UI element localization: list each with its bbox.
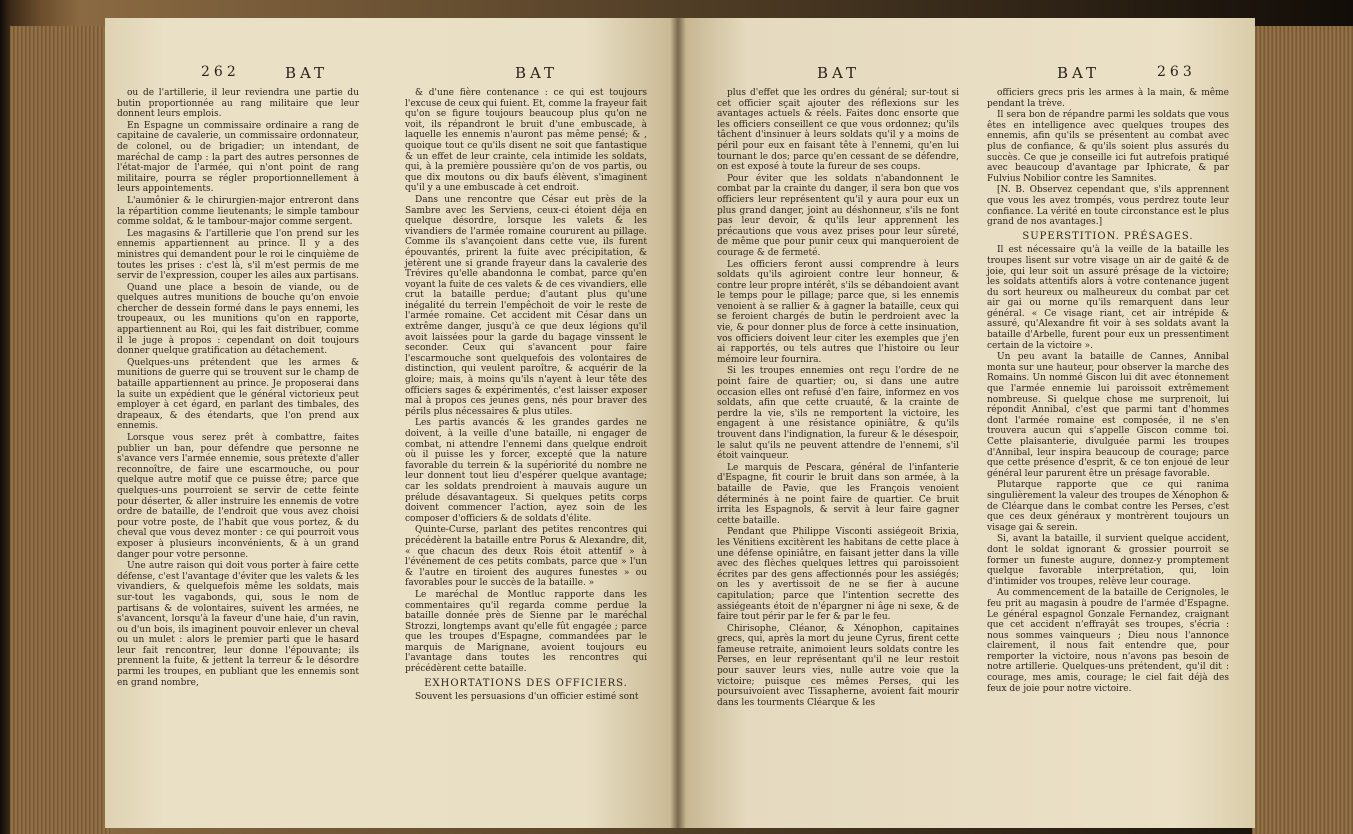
- running-head-left-outer: BAT: [285, 64, 329, 82]
- paragraph: Dans une rencontre que César eut près de la Sambre avec les Serviens, ceux-ci étoient déja en quelque désordre, lorsque les valets & les vivandiers de l'armée romaine coururent au pillage. Comme ils s'avançoient dans cette vue, ils furent épouvantés, prirent la fuite avec précipitation, & jetèrent une si grande frayeur dans la cavalerie des Trévires qu'elle abandonna le combat, parce qu'en voyant la fuite de ces valets & de ces vivandiers, elle crut la bataille perdue; d'autant plus qu'une inégalité du terrein l'empêchoit de voir le reste de l'armée romaine. Cet accident mit César dans un extrême danger, jusqu'à ce que deux légions qu'il avoit laissées pour la garde du bagage vinssent le seconder. Ceux qui s'avancent pour faire l'escarmouche sont quelquefois des volontaires de distinction, qui veulent paroître, & acquérir de la gloire; mais, à moins qu'ils n'ayent à leur tête des officiers sages & expérimentés, c'est laisser exposer mal à propos ces jeunes gens, nés pour braver des périls plus nécessaires & plus utiles.: [405, 194, 647, 417]
- right-page: [677, 18, 1255, 828]
- paragraph: & d'une fière contenance : ce qui est toujours l'excuse de ceux qui fuient. Et, comme la frayeur fait qu'on se figure toujours beaucoup plus qu'on ne voit, ils répandront le bruit d'une embuscade, à laquelle les ennemis n'auront pas même pensé; & , quoique tout ce qu'ils disent ne soit que fantastique & un effet de leur crainte, cela intimide les soldats, qui, à la première poussière qu'on de vos partis, ou que dix moutons ou dix baufs élèvent, s'imaginent qu'il y a une embuscade à cet endroit.: [405, 88, 647, 194]
- book-edge-right: [1252, 26, 1353, 834]
- paragraph: ou de l'artillerie, il leur reviendra une partie du butin proportionnée au rang militaire que leur donnent leurs emplois.: [117, 88, 359, 120]
- book-gutter: [670, 18, 686, 828]
- paragraph: Plutarque rapporte que ce qui ranima singulièrement la valeur des troupes de Xénophon & de Cléarque dans le combat contre les Perses, c'est que ces deux généraux y montrèrent toujours un visage gai & serein.: [987, 480, 1229, 533]
- paragraph: Une autre raison qui doit vous porter à faire cette défense, c'est l'avantage d'éviter que les valets & les vivandiers, & quelquefois même les soldats, mais sur-tout les vagabonds, qui, sous le nom de partisans & de volontaires, suivent les armées, ne s'avancent, lorsqu'à la faveur d'une haie, d'un ravin, ou d'un bois, ils imaginent pouvoir enlever un cheval ou un mulet : alors le premier parti que le hasard leur fait rencontrer, leur donne l'épouvante; ils prennent la fuite, & jettent la terreur & le désordre parmi les troupes, en publiant que les ennemis sont en grand nombre,: [117, 561, 359, 688]
- paragraph: L'aumônier & le chirurgien-major entreront dans la répartition comme lieutenants; le simple tambour comme soldat, & le tambour-major comme sergent.: [117, 195, 359, 228]
- right-page-column-1: [717, 88, 959, 709]
- paragraph: plus d'effet que les ordres du général; sur-tout si cet officier sçait ajouter des réflexions sur les avantages actuels & réels. Faites donc ensorte que les officiers conseillent ce que vous ordonnez; qu'ils tâchent d'insinuer à leurs soldats qu'il y a moins de péril pour eux en faisant tête à l'ennemi, qu'en lui tournant le dos; parce qu'en cessant de se défendre, on est exposé à toute la fureur de ses coups.: [717, 88, 959, 173]
- paragraph: Le maréchal de Montluc rapporte dans les commentaires qu'il regarda comme perdue la bataille donnée près de Sienne par le maréchal Strozzi, longtemps avant qu'elle fût engagée ; parce que les troupes d'Espagne, commandées par le marquis de Marignane, avoient toujours eu l'avantage dans toutes les rencontres qui précédèrent cette bataille.: [405, 589, 647, 675]
- paragraph: Il est nécessaire qu'à la veille de la bataille les troupes lisent sur votre visage un air de gaité & de joie, qui leur soit un assuré présage de la victoire; les soldats attentifs alors à votre contenance jugent du sort heureux ou malheureux du combat par cet air gai ou morne qu'ils remarquent dans leur général. « Ce visage riant, cet air intrépide & assuré, qu'Alexandre fit voir à ses soldats avant la bataille d'Arbelle, furent pour eux un pressentiment certain de la victoire ».: [987, 245, 1229, 351]
- left-page-column-2: [405, 88, 647, 704]
- paragraph: Au commencement de la bataille de Cerignoles, le feu prit au magasin à poudre de l'armée d'Espagne. Le général espagnol Gonzale Fernandez, craignant que cet accident n'effrayât ses troupes, s'écria : nous sommes vainqueurs ; Dieu nous l'annonce clairement, il nous fait entendre que, pour remporter la victoire, nous n'avons pas besoin de notre artillerie. Quelques-uns prétendent, qu'il dit : courage, mes amis, courage; le ciel fait déjà des feux de joie pour notre victoire.: [987, 588, 1229, 694]
- paragraph: Les partis avancés & les grandes gardes ne doivent, à la veille d'une bataille, ni engager de combat, ni attendre l'ennemi dans quelque endroit où il puisse les y forcer, excepté que la nature favorable du terrein & la supériorité du nombre ne leur donnent tout lieu d'espérer quelque avantage; car les soldats prendroient à mauvais augure un prélude désavantageux. Si quelques petits corps doivent commencer l'action, ayez soin de les composer d'officiers & de soldats d'élite.: [405, 418, 647, 524]
- page-number-left: 262: [201, 64, 240, 80]
- running-head-right-inner: BAT: [817, 64, 861, 82]
- paragraph: Lorsque vous serez prêt à combattre, faites publier un ban, pour défendre que personne ne s'avance vers l'armée ennemie, sous prétexte d'aller reconnoître, de faire une escarmouche, ou pour quelque autre motif que ce puisse être; parce que quelques-uns pourroient se servir de cette feinte pour déserter, & aller instruire les ennemis de votre ordre de bataille, de l'endroit que vous avez choisi pour votre poste, de l'habit que vous portez, & du cheval que vous devez monter : ce qui pourroit vous exposer à plusieurs inconvénients, & à un grand danger pour votre personne.: [117, 433, 359, 560]
- paragraph: Pendant que Philippe Visconti assiégeoit Brixia, les Vénitiens excitèrent les habitans de cette place à une défense opiniâtre, en faisant jetter dans la ville avec des flèches quelques lettres qui paroissoient écrites par des gens affectionnés pour les assiégés; on les y avertissoit de ne se fier à aucune capitulation; parce que l'intention secrette des assiégeants étoit de n'épargner ni âge ni sexe, & de faire tout périr par le fer & par le feu.: [717, 527, 959, 623]
- paragraph: Quelques-uns prétendent que les armes & munitions de guerre qui se trouvent sur le champ de bataille appartiennent au prince. Je proposerai dans la suite un expédient que le général victorieux peut employer à cet égard, en parlant des timbales, des drapeaux, & des étendarts, que l'on prend aux ennemis.: [117, 357, 359, 432]
- section-heading-exhortations: EXHORTATIONS DES OFFICIERS.: [424, 677, 628, 689]
- paragraph: Le marquis de Pescara, général de l'infanterie d'Espagne, fit courir le bruit dans son armée, à la bataille de Pavie, que les François venoient déterminés à ne point faire de quartier. Ce bruit irrita les Espagnols, & servit à leur faire gagner cette bataille.: [717, 462, 959, 526]
- running-head-left-inner: BAT: [515, 64, 559, 82]
- paragraph: [N. B. Observez cependant que, s'ils apprennent que vous les avez trompés, vous perdrez toute leur confiance. La vérité en toute circonstance est le plus grand de nos avantages.]: [987, 185, 1229, 228]
- paragraph: Quand une place a besoin de viande, ou de quelques autres munitions de bouche qu'on envoie chercher de dessein formé dans le pays ennemi, les troupeaux, ou les munitions qu'on en rapporte, appartiennent au Roi, qui les fait distribuer, comme il le juge à propos : cependant on doit toujours donner quelque gratification au détachement.: [117, 282, 359, 357]
- left-page-column-1: [117, 88, 359, 689]
- paragraph: Souvent les persuasions d'un officier estimé sont: [415, 692, 639, 703]
- right-page-column-2: [987, 88, 1229, 695]
- book-edge-left: [10, 26, 110, 834]
- paragraph: Quinte-Curse, parlant des petites rencontres qui précédèrent la bataille entre Porus & Alexandre, dit, « que chacun des deux Rois étoit attentif » à l'événement de ces petits combats, parce que » l'un & l'autre en tiroient des augures funestes » ou favorables pour le succès de la bataille. »: [405, 525, 647, 589]
- left-page: [105, 18, 677, 828]
- paragraph: Si les troupes ennemies ont reçu l'ordre de ne point faire de quartier; ou, si dans une autre occasion elles ont refusé d'en faire, informez en vos soldats, afin que cette cruauté, & la crainte de perdre la vie, s'ils ne remportent la victoire, les engagent à une résistance opiniâtre, & qu'ils trouvent dans l'indignation, la fureur & le désespoir, le salut qu'ils ne peuvent attendre de l'ennemi, s'il étoit vainqueur.: [717, 366, 959, 462]
- paragraph: Un peu avant la bataille de Cannes, Annibal monta sur une hauteur, pour observer la marche des Romains. Un nommé Giscon lui dit avec étonnement que l'armée ennemie lui paroissoit extrêmement nombreuse. Si quelque chose me surprenoit, lui répondit Annibal, c'est que parmi tant d'hommes dont l'armée romaine est composée, il ne s'en trouvera aucun qui s'appelle Giscon comme toi. Cette plaisanterie, divulguée parmi les troupes d'Annibal, leur inspira beaucoup de courage; parce que cette présence d'esprit, & ce ton enjoué de leur général leur parurent être un présage favorable.: [987, 352, 1229, 479]
- running-head-right-outer: BAT: [1057, 64, 1101, 82]
- paragraph: Pour éviter que les soldats n'abandonnent le combat par la crainte du danger, il sera bon que vos officiers leur représentent qu'il y aura pour eux un plus grand danger, joint au déshonneur, s'ils ne font pas leur devoir, & qu'ils leur apprennent les précautions que vous avez prises pour leur sûreté, de même que pour punir ceux qui manqueroient de courage & de fermeté.: [717, 173, 959, 258]
- page-number-right: 263: [1157, 64, 1196, 80]
- paragraph: Si, avant la bataille, il survient quelque accident, dont le soldat ignorant & grossier pourroit se former un funeste augure, donnez-y promptement quelque favorable interprétation, qui, loin d'intimider vos troupes, relève leur courage.: [987, 534, 1229, 587]
- paragraph: Chirisophe, Cléanor, & Xénophon, capitaines grecs, qui, après la mort du jeune Cyrus, firent cette fameuse retraite, animoient leurs soldats contre les Perses, en leur représentant qu'il ne leur restoit pour sauver leurs vies, nulle autre voie que la victoire; puisque ces mêmes Perses, qui les poursuivoient avec Tissapherne, avoient fait mourir dans les tourments Cléarque & les: [717, 623, 959, 708]
- paragraph: Les officiers feront aussi comprendre à leurs soldats qu'ils agiroient contre leur honneur, & contre leur propre intérêt, s'ils se débandoient avant le temps pour le pillage; parce que, si les ennemis venoient à se rallier & à gagner la bataille, ceux qui se feroient chargés de butin le perdroient avec la vie, & pour donner plus de force à cette insinuation, vos officiers doivent leur citer les exemples que j'en ai rapportés, ou tels autres que l'histoire ou leur mémoire leur fournira.: [717, 259, 959, 365]
- paragraph: Les magasins & l'artillerie que l'on prend sur les ennemis appartiennent au prince. Il y a des ministres qui demandent pour le roi le cinquième de toutes les prises : c'est là, s'il m'est permis de me servir de l'expression, couper les ailes aux partisans.: [117, 228, 359, 282]
- paragraph: En Espagne un commissaire ordinaire a rang de capitaine de cavalerie, un commissaire ordonnateur, de colonel, ou de brigadier; un intendant, de maréchal de camp : la part des autres personnes de l'état-major de l'armée, qui n'ont point de rang militaire, pourra se régler proportionnellement à leurs appointements.: [117, 120, 359, 195]
- paragraph: officiers grecs pris les armes à la main, & même pendant la trève.: [987, 88, 1229, 109]
- paragraph: Il sera bon de répandre parmi les soldats que vous êtes en intelligence avec quelques troupes des ennemis, afin qu'ils se présentent au combat avec plus de confiance, & qu'ils soient plus assurés du succès. Ce que je conseille ici fut autrefois pratiqué avec beaucoup d'avantage par Iphicrate, & par Fulvius Nobilior contre les Samnites.: [987, 110, 1229, 184]
- section-heading-superstition: SUPERSTITION. PRÉSAGES.: [1022, 230, 1194, 242]
